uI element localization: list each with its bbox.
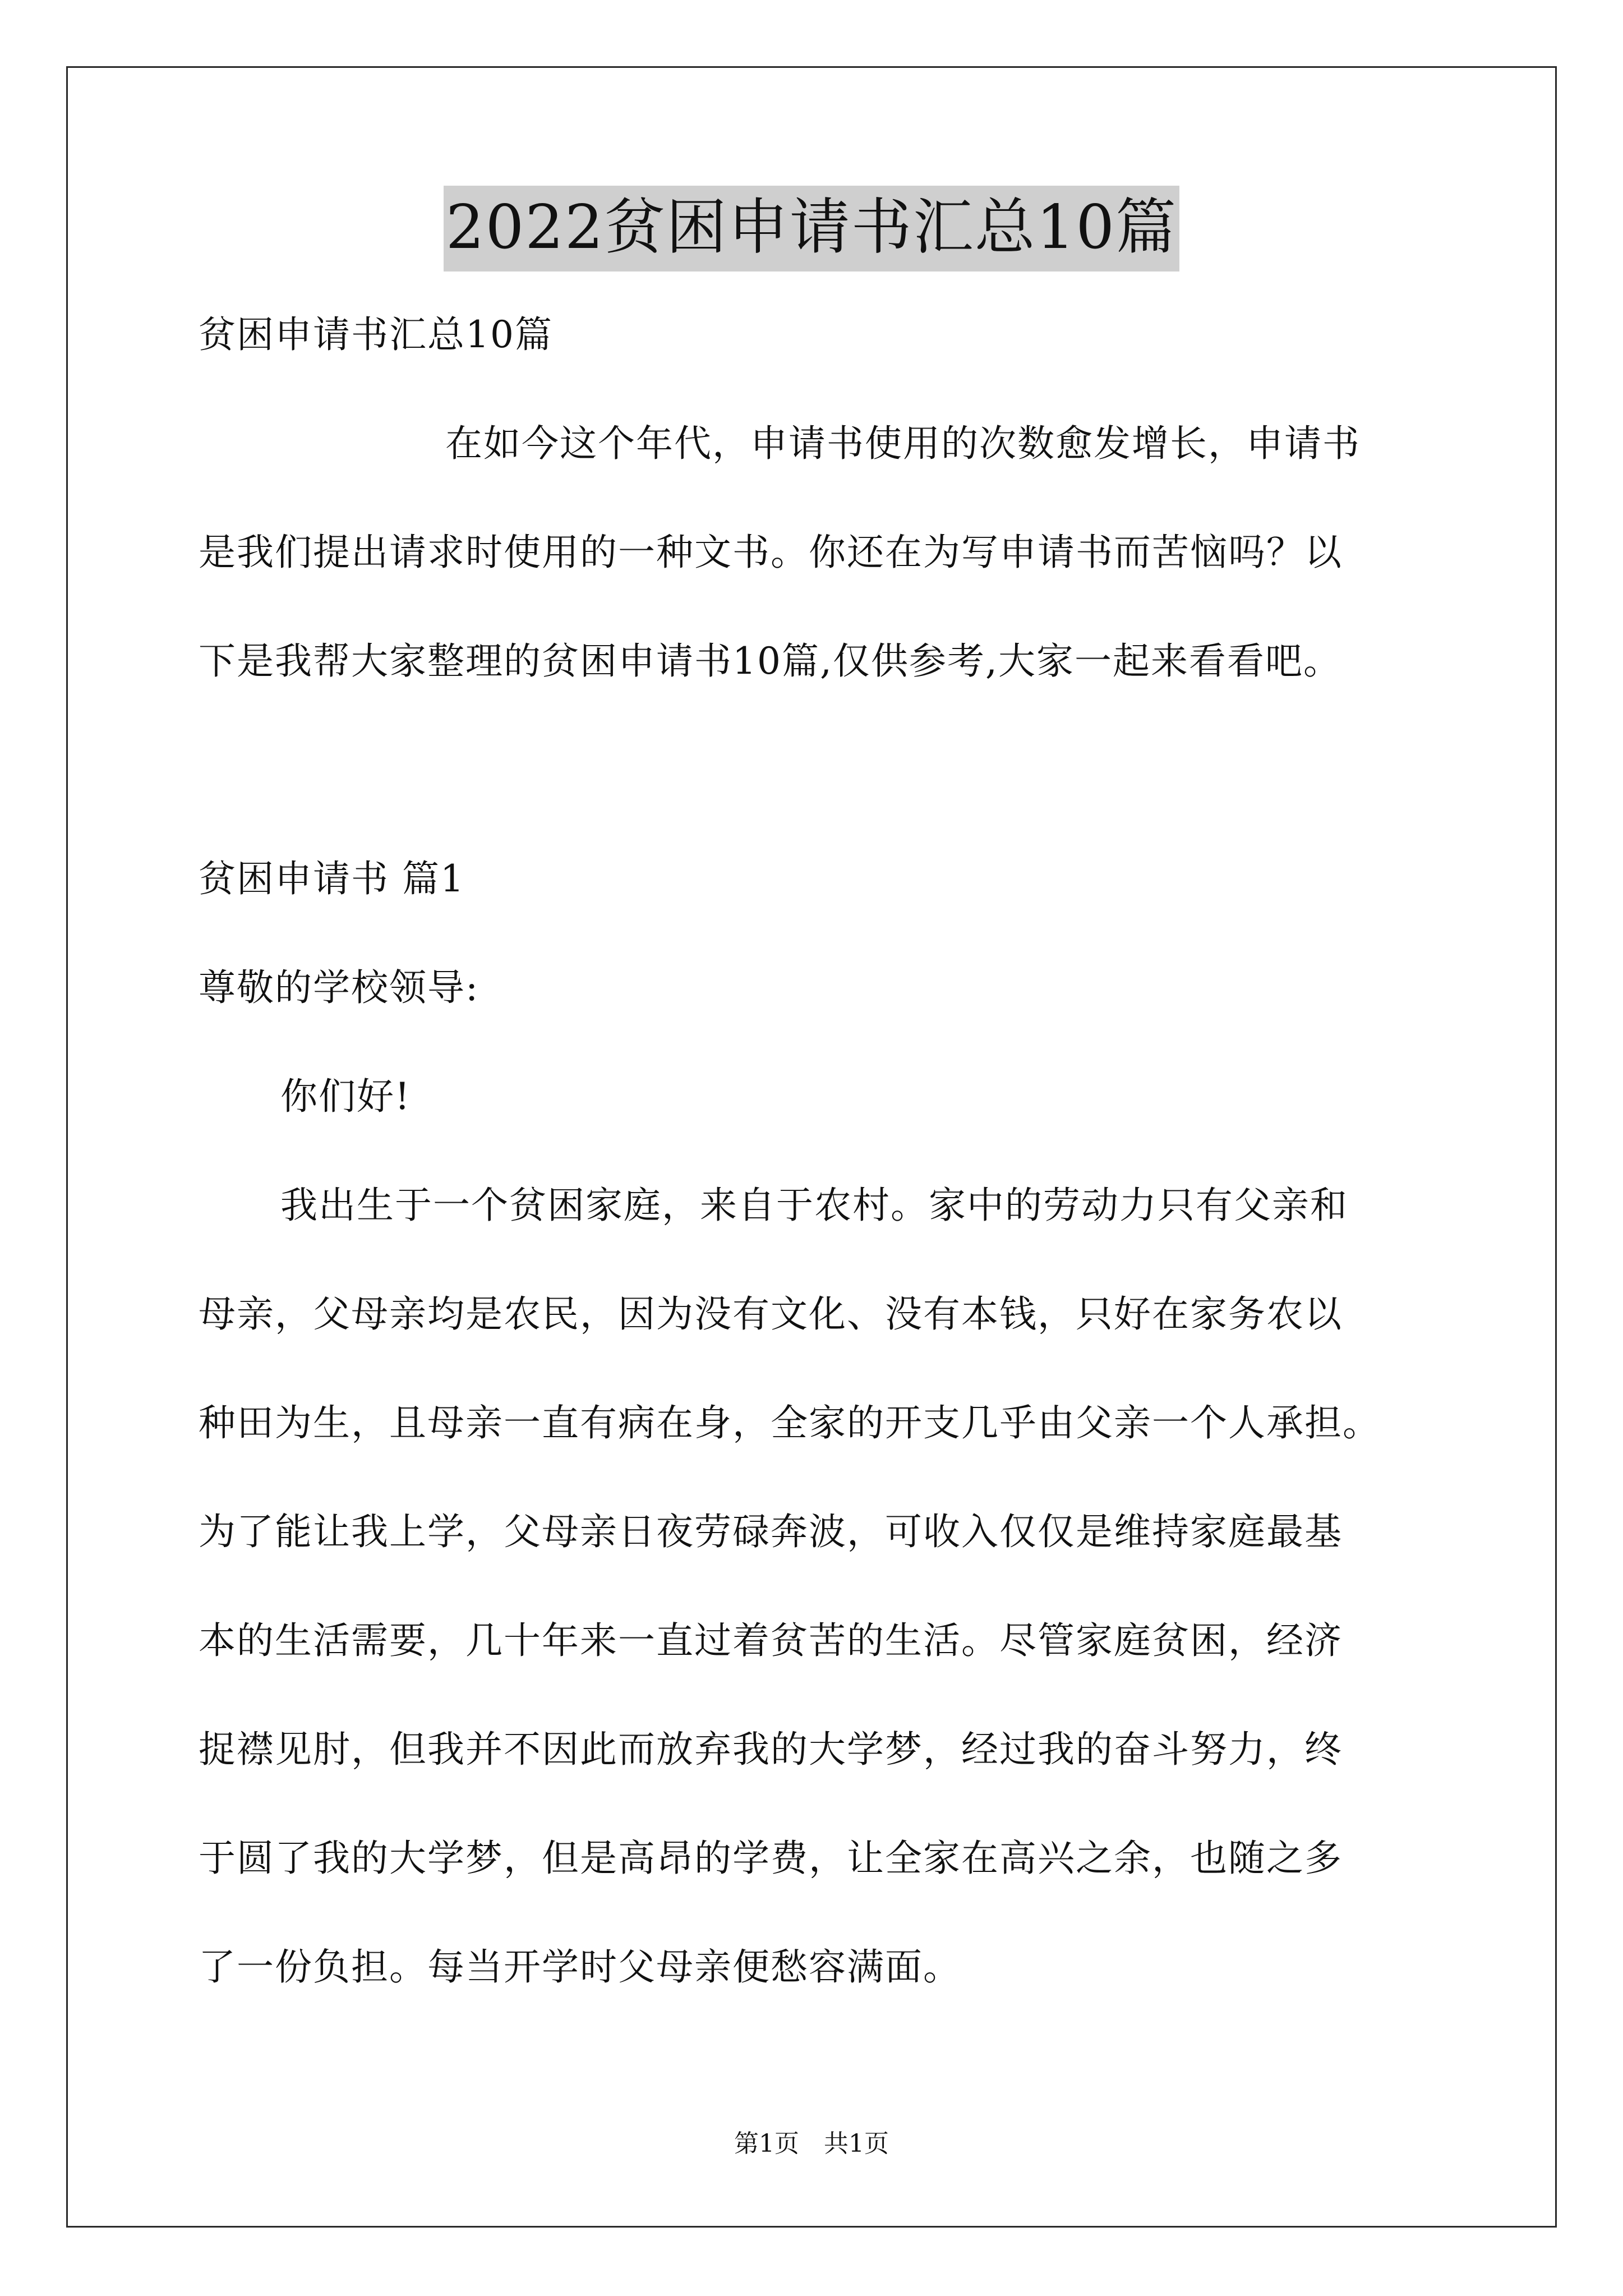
blank-line [199,745,1432,854]
intro-line: 在如今这个年代，申请书使用的次数愈发增长，申请书 [445,422,1361,465]
body-line: 母亲，父母亲均是农民，因为没有文化、没有本钱，只好在家务农以 [199,1292,1343,1336]
body-line: 于圆了我的大学梦，但是高昂的学费，让全家在高兴之余，也随之多 [199,1837,1343,1880]
intro-line: 下是我帮大家整理的贫困申请书10篇,仅供参考,大家一起来看看吧。 [199,639,1341,683]
greeting: 你们好! [280,1075,411,1118]
intro-line: 是我们提出请求时使用的一种文书。你还在为写申请书而苦恼吗？以 [199,531,1343,574]
body-line: 捉襟见肘，但我并不因此而放弃我的大学梦，经过我的奋斗努力，终 [199,1728,1343,1771]
body-line: 我出生于一个贫困家庭，来自于农村。家中的劳动力只有父亲和 [280,1184,1348,1227]
body-line: 本的生活需要，几十年来一直过着贫苦的生活。尽管家庭贫困，经济 [199,1619,1343,1662]
document-title-text: 2022贫困申请书汇总10篇 [444,186,1179,272]
body-line: 种田为生，且母亲一直有病在身，全家的开支几乎由父亲一个人承担。 [199,1401,1381,1444]
salutation: 尊敬的学校领导: [199,966,479,1009]
page-number: 第1页 共1页 [734,2129,889,2158]
body-line: 了一份负担。每当开学时父母亲便愁容满面。 [199,1945,961,1989]
document-title [0,192,1623,263]
document-subtitle: 贫困申请书汇总10篇 [199,313,553,356]
document-body [199,310,1432,2051]
body-line: 为了能让我上学，父母亲日夜劳碌奔波，可收入仅仅是维持家庭最基 [199,1510,1343,1553]
section-heading: 贫困申请书 篇1 [199,857,465,900]
